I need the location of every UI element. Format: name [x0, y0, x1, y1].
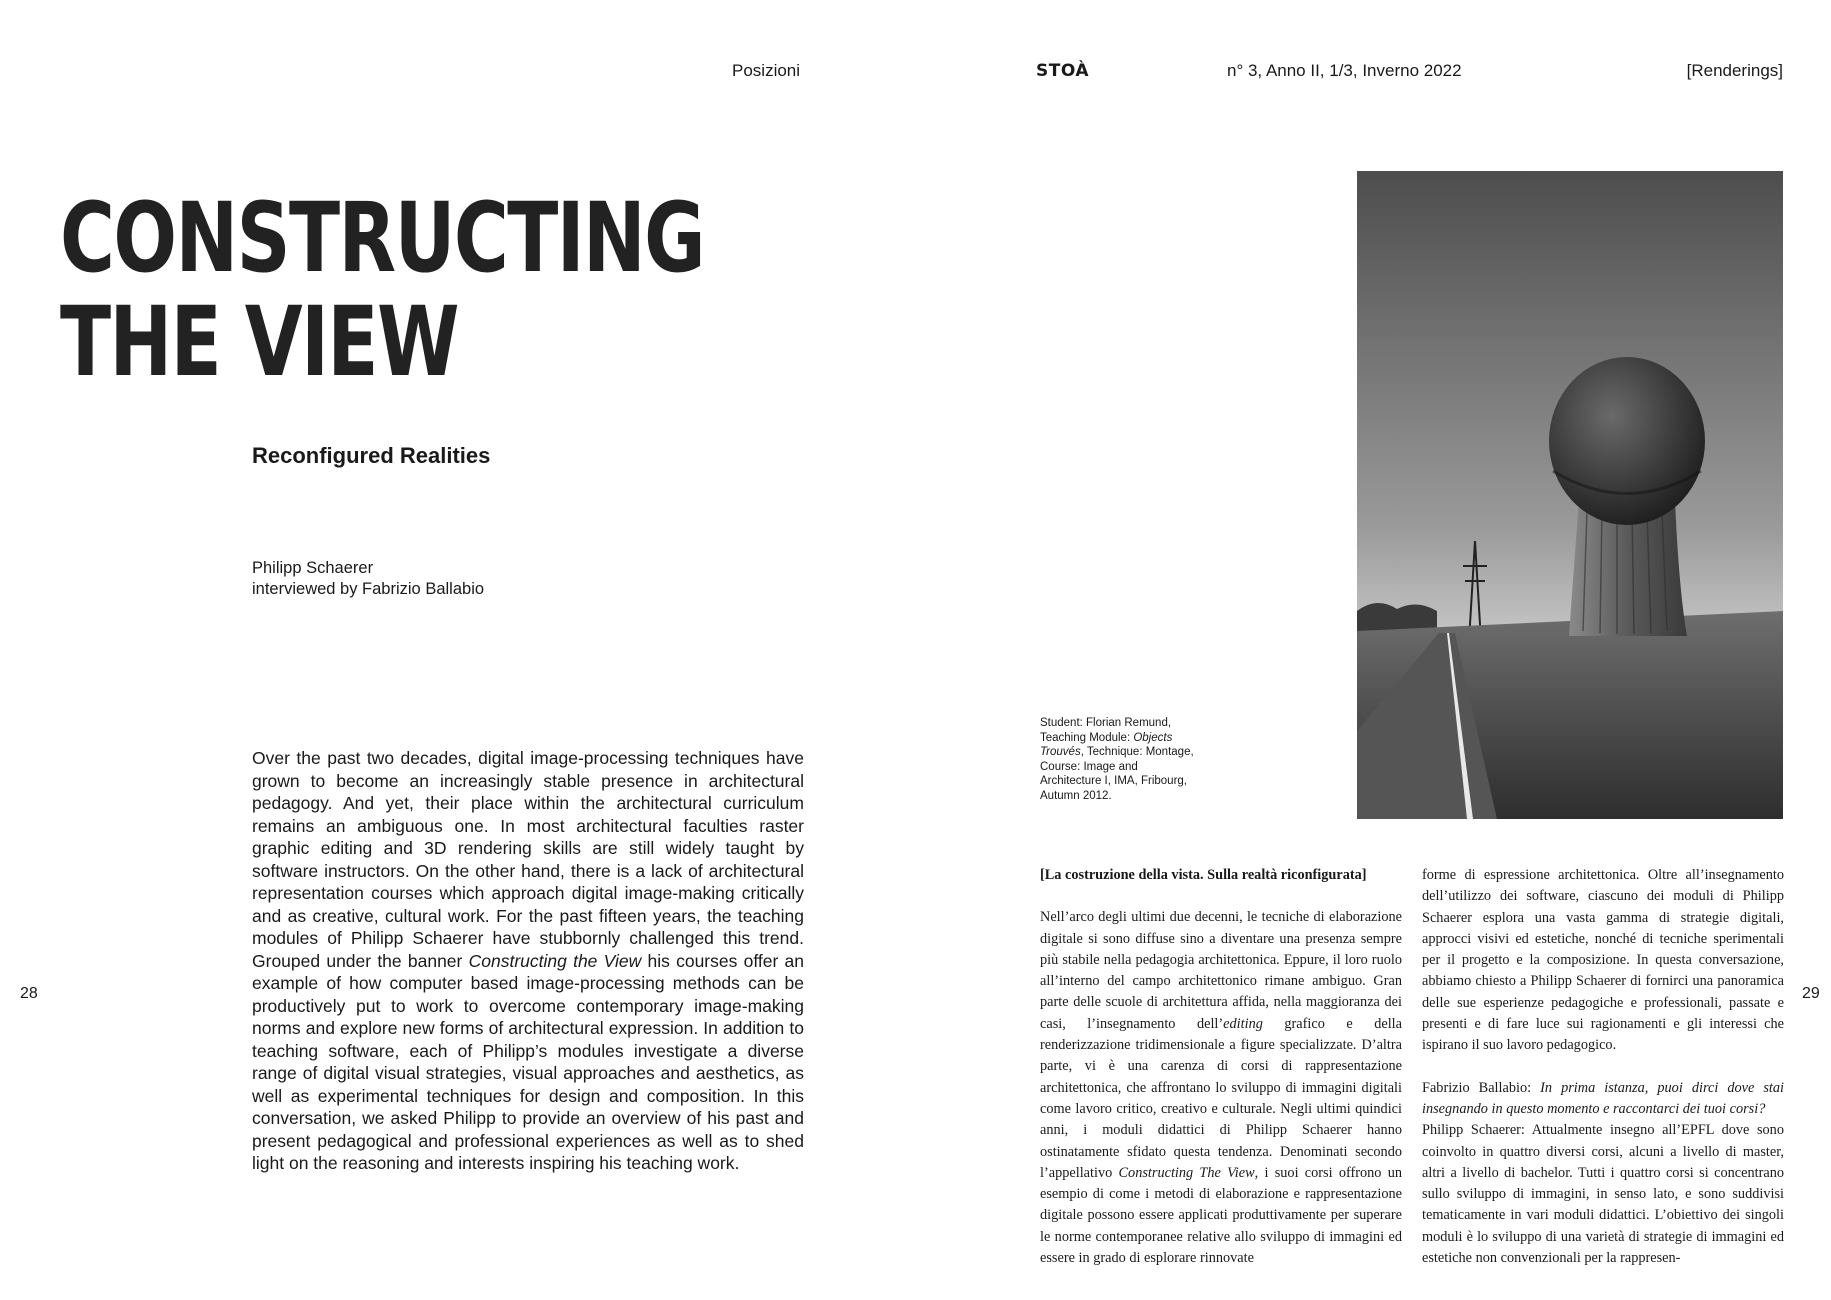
- header-category-tag: [Renderings]: [1686, 61, 1783, 80]
- caption-line-3-emphasis: Trouvés: [1040, 746, 1081, 758]
- page-number-left: 28: [20, 985, 38, 1002]
- english-intro-emphasis: Constructing the View: [468, 950, 642, 971]
- italian-p1-emphasis-2: Constructing The View: [1118, 1164, 1255, 1181]
- italian-column-1: [1040, 865, 1402, 1269]
- paragraph-spacer: [1422, 1057, 1784, 1078]
- caption-line-2: [1040, 731, 1220, 746]
- caption-line-6: Autumn 2012.: [1040, 789, 1112, 802]
- italian-p1-text-b: grafico e della renderizzazione tridimensionale a figure specializzate. D’altra parte, vi è una carenza di corsi di rappresentazione architettonica, che affrontano lo sviluppo di immagini digitali come lavoro critico, creativo e culturale. Negli ultimi quindici anni, i moduli didattici di Philipp Schaerer hanno ostinatamente sfidato questa tendenza. Denominati secondo l’appellativo: [1040, 1015, 1402, 1181]
- question-text: In prima istanza, puoi dirci dove stai insegnando in questo momento e raccontarci dei tuoi corsi?: [1422, 1079, 1784, 1117]
- italian-paragraph-1: [1040, 907, 1402, 1269]
- photo-icon: [1357, 171, 1783, 819]
- italian-heading: [La costruzione della vista. Sulla realtà riconfigurata]: [1040, 867, 1367, 883]
- caption-line-3-suffix: , Technique: Montage,: [1080, 746, 1194, 758]
- italian-p1-text-c: , i suoi corsi offrono un esempio di come i metodi di elaborazione e rappresentazione digitale possono essere applicati produttivamente per superare le norme contemporanee relative allo sviluppo di immagini ed essere in grado di esplorare rinnovate: [1040, 1164, 1402, 1267]
- italian-paragraph-2: forme di espressione architettonica. Oltre all’insegnamento dell’utilizzo dei software, ciascuno dei moduli di Philipp Schaerer esplora una vasta gamma di strategie digitali, approcci visivi ed estetiche, nonché di tecniche sperimentali per il progetto e la composizione. In questa conversazione, abbiamo chiesto a Philipp Schaerer di fornirci una panoramica delle sue esperienze pedagogiche e professionali, passate e presenti e di fare luce sui ragionamenti e gli interessi che ispirano il suo lavoro pedagogico.: [1422, 867, 1784, 1054]
- article-photo: [1357, 171, 1783, 819]
- caption-line-5: Architecture I, IMA, Fribourg,: [1040, 775, 1187, 787]
- italian-column-2: [1422, 865, 1784, 1269]
- caption-line-1: Student: Florian Remund,: [1040, 717, 1172, 729]
- article-subtitle: Reconfigured Realities: [252, 443, 491, 468]
- english-intro-text-a: Over the past two decades, digital image-processing techniques have grown to become an increasingly stable presence in architectural pedagogy. And yet, their place within the architectural curriculum remains an ambiguous one. In most architectural faculties raster graphic editing and 3D rendering skills are still widely taught by software instructors. On the other hand, there is a lack of architectural representation courses which approach digital image-making critically and as creative, cultural work. For the past fifteen years, the teaching modules of Philipp Schaerer have stubbornly challenged this trend. Grouped under the banner: [252, 748, 804, 971]
- answer-speaker: Philipp Schaerer:: [1422, 1122, 1532, 1139]
- article-title-line-1: CONSTRUCTING: [60, 182, 705, 294]
- interview-question: [1422, 1078, 1784, 1121]
- article-title-line-2: THE VIEW: [60, 286, 459, 398]
- caption-line-3: [1040, 745, 1220, 760]
- caption-line-2-prefix: Teaching Module:: [1040, 731, 1134, 744]
- photo-caption: [1040, 716, 1220, 803]
- author-name: Philipp Schaerer: [252, 559, 374, 577]
- answer-text: Attualmente insegno all’EPFL dove sono coinvolto in quattro diversi corsi, alcuni a livello di master, altri a livello di bachelor. Tutti i quattro corsi si concentrano sullo sviluppo di immagini, in senso lato, e sono suddivisi tematicamente in vari moduli didattici. L’obiettivo dei singoli moduli è lo sviluppo di una varietà di strategie di immagini ed estetiche non convenzionali per la rappresen-: [1422, 1122, 1784, 1267]
- caption-line-2-emphasis: Objects: [1133, 731, 1173, 744]
- interviewer-line: interviewed by Fabrizio Ballabio: [252, 580, 485, 598]
- italian-p1-emphasis-1: editing: [1223, 1015, 1263, 1032]
- question-speaker: Fabrizio Ballabio:: [1422, 1079, 1541, 1096]
- italian-p1-text-a: Nell’arco degli ultimi due decenni, le tecniche di elaborazione digitale si sono diffuse sino a diventare una presenza sempre più stabile nella pedagogia architettonica. Eppure, il loro ruolo all’interno del campo architettonico rimane ambiguo. Gran parte delle scuole di architettura affida, nella maggioranza dei casi, l’insegnamento dell’: [1040, 909, 1402, 1032]
- english-intro-text-b: his courses offer an example of how computer based image-processing methods can be productively put to work to overcome contemporary image-making norms and explore new forms of architectural expression. In addition to teaching software, each of Philipp’s modules investigate a diverse range of digital visual strategies, visual approaches and aesthetics, as well as experimental techniques for design and composition. In this conversation, we asked Philipp to provide an overview of his past and present pedagogical and professional experiences as well as to shed light on the reasoning and interests inspiring his teaching work.: [252, 950, 804, 1173]
- magazine-logo: STOÀ: [1036, 61, 1089, 81]
- page-number-right: 29: [1802, 985, 1820, 1002]
- article-title: [60, 182, 705, 398]
- interview-answer: [1422, 1120, 1784, 1269]
- issue-info: n° 3, Anno II, 1/3, Inverno 2022: [1227, 61, 1462, 80]
- caption-line-4: Course: Image and: [1040, 760, 1138, 773]
- header-section-label: Posizioni: [732, 61, 801, 80]
- byline: [252, 558, 484, 600]
- english-intro-paragraph: [252, 747, 804, 1175]
